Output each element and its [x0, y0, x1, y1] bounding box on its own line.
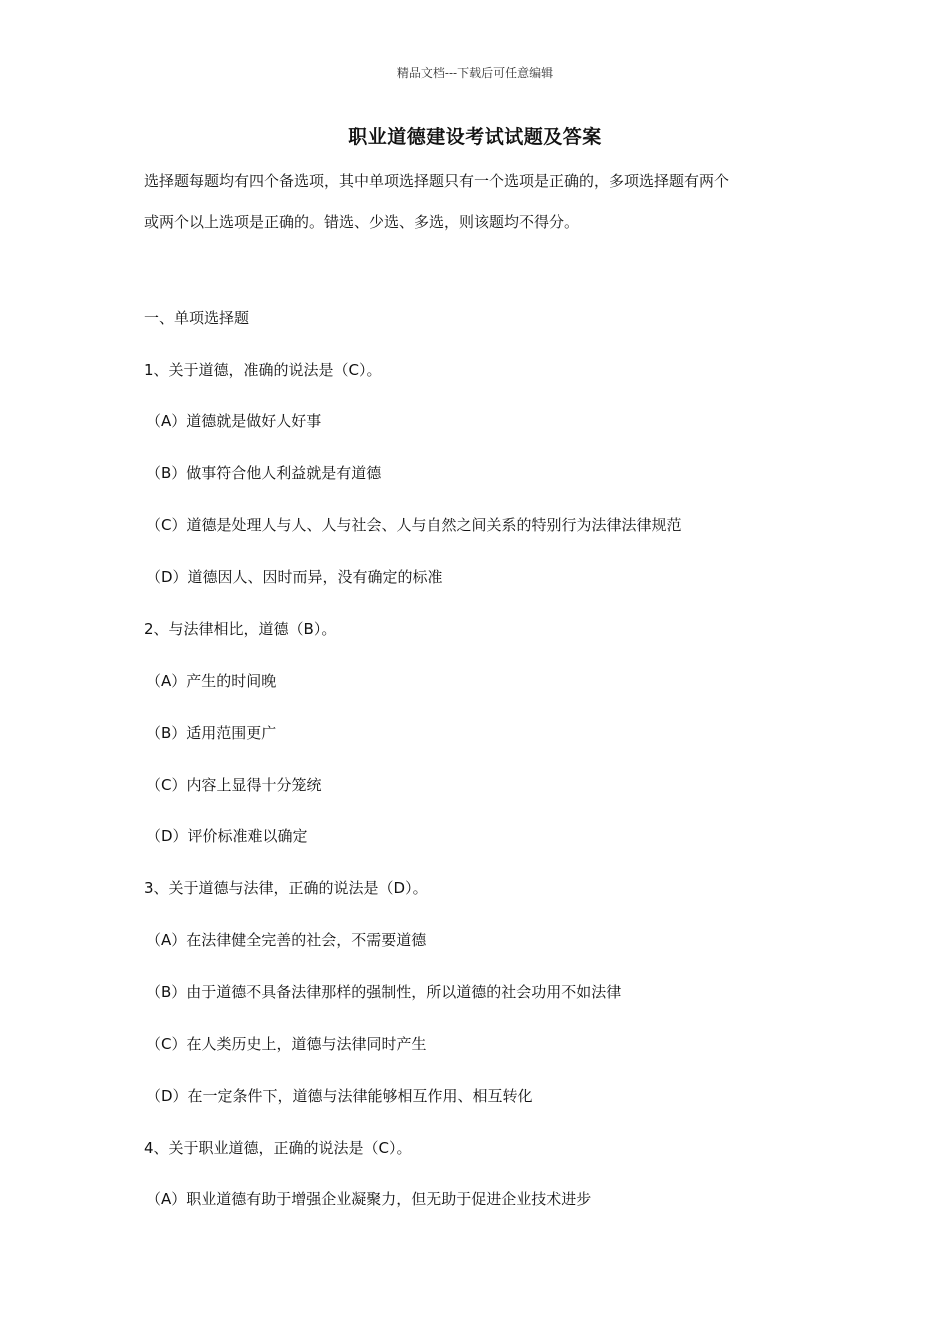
document-title: 职业道德建设考试试题及答案 [348, 126, 602, 148]
question-1-option-c: （C）道德是处理人与人、人与社会、人与自然之间关系的特别行为法律法律规范 [146, 516, 682, 534]
question-3-option-b: （B）由于道德不具备法律那样的强制性，所以道德的社会功用不如法律 [146, 983, 622, 1001]
question-2-option-a: （A）产生的时间晚 [146, 672, 277, 690]
intro-line-1: 选择题每题均有四个备选项，其中单项选择题只有一个选项是正确的，多项选择题有两个 [144, 172, 730, 190]
question-stem-3: 3、关于道德与法律，正确的说法是（D）。 [144, 879, 428, 897]
question-2-option-d: （D）评价标准难以确定 [146, 827, 308, 845]
question-3-option-a: （A）在法律健全完善的社会，不需要道德 [146, 931, 427, 949]
question-stem-2: 2、与法律相比，道德（B）。 [144, 620, 337, 638]
question-1-option-d: （D）道德因人、因时而异，没有确定的标准 [146, 568, 443, 586]
question-3-option-d: （D）在一定条件下，道德与法律能够相互作用、相互转化 [146, 1087, 533, 1105]
question-4-option-a: （A）职业道德有助于增强企业凝聚力，但无助于促进企业技术进步 [146, 1190, 592, 1208]
question-stem-1: 1、关于道德，准确的说法是（C）。 [144, 361, 382, 379]
question-2-option-b: （B）适用范围更广 [146, 724, 277, 742]
question-stem-4: 4、关于职业道德，正确的说法是（C）。 [144, 1139, 412, 1157]
intro-line-2: 或两个以上选项是正确的。错选、少选、多选，则该题均不得分。 [144, 213, 580, 231]
section-heading: 一、单项选择题 [144, 309, 250, 327]
page-header: 精品文档---下载后可任意编辑 [396, 66, 554, 80]
question-3-option-c: （C）在人类历史上，道德与法律同时产生 [146, 1035, 427, 1053]
question-1-option-b: （B）做事符合他人利益就是有道德 [146, 464, 382, 482]
question-2-option-c: （C）内容上显得十分笼统 [146, 776, 322, 794]
question-1-option-a: （A）道德就是做好人好事 [146, 412, 322, 430]
